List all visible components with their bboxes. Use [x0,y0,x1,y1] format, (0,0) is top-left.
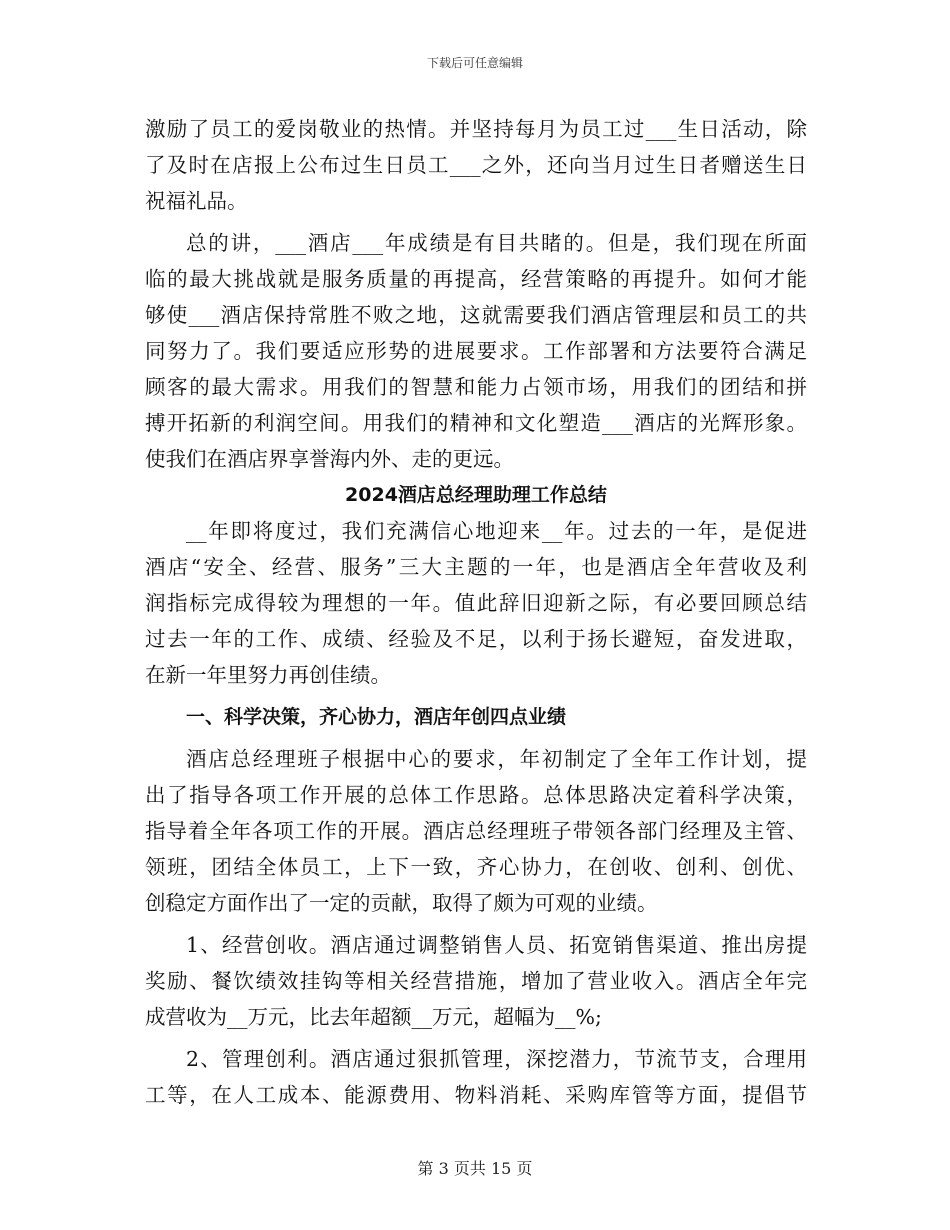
text-line: 过去一年的工作、成绩、经验及不足，以利于扬长避短，奋发进取， [145,627,807,651]
text-line: 创稳定方面作出了一定的贡献，取得了颇为可观的业绩。 [145,891,658,915]
text-line: 成营收为__万元，比去年超额__万元，超幅为__%; [145,1005,602,1029]
text-line: 指导着全年各项工作的开展。酒店总经理班子带领各部门经理及主管、 [145,819,807,843]
text-line: 总的讲，___酒店___年成绩是有目共睹的。但是，我们现在所面 [186,231,807,255]
paragraph-management-team [145,741,807,921]
document-title: 2024酒店总经理助理工作总结 [345,484,607,506]
text-line: 1、经营创收。酒店通过调整销售人员、拓宽销售渠道、推出房提 [186,933,807,957]
text-line: 够使___酒店保持常胜不败之地，这就需要我们酒店管理层和员工的共 [145,303,807,327]
section-heading: 一、科学决策，齐心协力，酒店年创四点业绩 [186,706,567,728]
paragraph-profit [145,1041,807,1113]
text-line: 同努力了。我们要适应形势的进展要求。工作部署和方法要符合满足 [145,339,807,363]
text-line: 临的最大挑战就是服务质量的再提高，经营策略的再提升。如何才能 [145,267,807,291]
text-line: __年即将度过，我们充满信心地迎来__年。过去的一年，是促进 [186,519,807,543]
text-line: 搏开拓新的利润空间。用我们的精神和文化塑造___酒店的光辉形象。 [145,411,807,435]
paragraph-introduction [145,513,807,693]
text-line: 出了指导各项工作开展的总体工作思路。总体思路决定着科学决策， [145,783,807,807]
document-body [145,111,807,1113]
paragraph-summary [145,225,807,477]
text-line: 工等，在人工成本、能源费用、物料消耗、采购库管等方面，提倡节 [145,1083,807,1107]
text-line: 润指标完成得较为理想的一年。值此辞旧迎新之际，有必要回顾总结 [145,591,807,615]
text-line: 酒店“安全、经营、服务”三大主题的一年，也是酒店全年营收及利 [145,555,807,579]
text-line: 激励了员工的爱岗敬业的热情。并坚持每月为员工过___生日活动，除 [145,117,807,141]
text-line: 了及时在店报上公布过生日员工___之外，还向当月过生日者赠送生日 [145,153,807,177]
text-line: 在新一年里努力再创佳绩。 [145,663,391,687]
text-line: 领班，团结全体员工，上下一致，齐心协力，在创收、创利、创优、 [145,855,807,879]
page-header: 下载后可任意编辑 [426,56,523,70]
paragraph-revenue [145,927,807,1035]
paragraph-employee-birthday [145,111,807,219]
text-line: 顾客的最大需求。用我们的智慧和能力占领市场，用我们的团结和拼 [145,375,807,399]
text-line: 祝福礼品。 [145,189,248,213]
text-line: 2、管理创利。酒店通过狠抓管理，深挖潜力，节流节支，合理用 [186,1047,807,1071]
text-line: 使我们在酒店界享誉海内外、走的更远。 [145,447,514,471]
page-number-footer: 第 3 页共 15 页 [417,1159,533,1178]
text-line: 奖励、餐饮绩效挂钩等相关经营措施，增加了营业收入。酒店全年完 [145,969,807,993]
text-line: 酒店总经理班子根据中心的要求，年初制定了全年工作计划，提 [186,747,807,771]
